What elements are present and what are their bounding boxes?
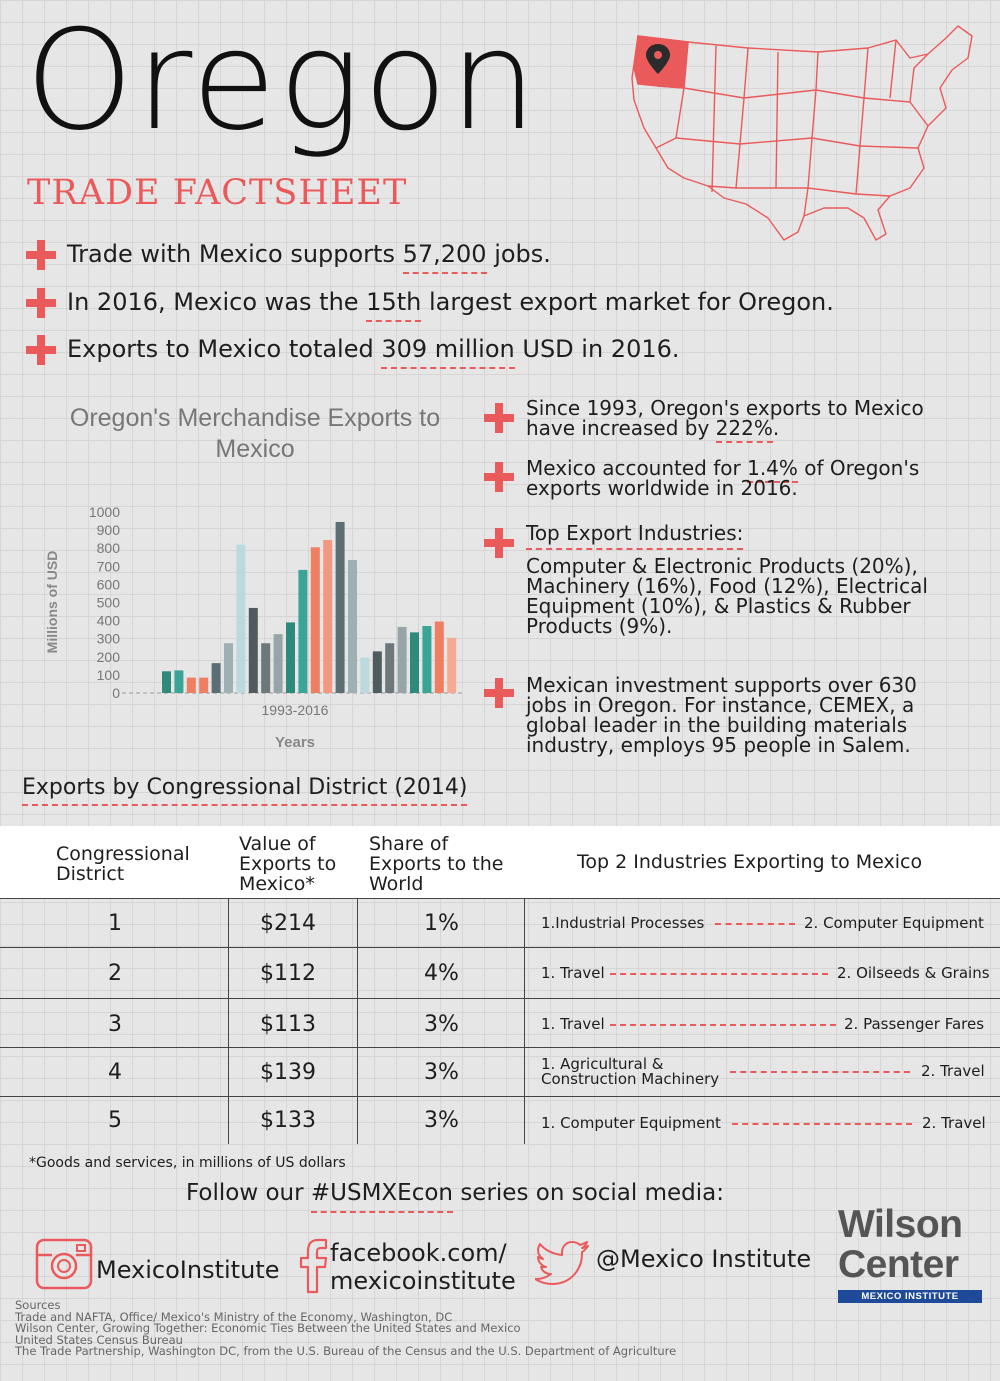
bullet-market-rank: In 2016, Mexico was the 15th largest export market for Oregon. bbox=[67, 288, 834, 316]
chart-title: Oregon's Merchandise Exports to Mexico bbox=[69, 404, 441, 463]
y-axis-label: Millions of USD bbox=[44, 550, 60, 654]
cell-share: 3% bbox=[424, 1108, 459, 1133]
table-row bbox=[0, 899, 1000, 948]
chart-bar bbox=[261, 643, 270, 693]
plus-icon bbox=[26, 335, 56, 365]
fact-growth: Since 1993, Oregon's exports to Mexico have increased by 222%. bbox=[526, 398, 924, 438]
cell-industry-1: 1. Travel bbox=[541, 1015, 605, 1033]
page-subtitle: TRADE FACTSHEET bbox=[27, 173, 408, 213]
facebook-icon[interactable] bbox=[298, 1238, 330, 1294]
dash-connector bbox=[610, 973, 828, 975]
cell-industry-1: 1. Computer Equipment bbox=[541, 1114, 721, 1132]
twitter-handle[interactable]: @Mexico Institute bbox=[596, 1245, 812, 1273]
cell-value: $113 bbox=[260, 1012, 316, 1037]
y-tick-label: 100 bbox=[96, 666, 120, 683]
table-row bbox=[0, 1048, 1000, 1097]
chart-bar bbox=[174, 670, 183, 693]
header-industries: Top 2 Industries Exporting to Mexico bbox=[577, 851, 923, 873]
exports-bar-chart bbox=[40, 500, 480, 760]
chart-bar bbox=[385, 643, 394, 693]
header-share: Share of Exports to the World bbox=[369, 833, 504, 895]
dash-connector bbox=[732, 1123, 912, 1125]
chart-bar bbox=[398, 627, 407, 693]
y-tick-label: 300 bbox=[96, 630, 120, 647]
y-tick-label: 1000 bbox=[88, 504, 120, 520]
y-tick-label: 700 bbox=[96, 558, 120, 575]
chart-bar bbox=[360, 658, 369, 693]
chart-bar bbox=[447, 638, 456, 693]
chart-bar bbox=[410, 632, 419, 693]
x-axis-label: Years bbox=[274, 734, 316, 751]
twitter-icon[interactable] bbox=[535, 1240, 591, 1286]
cell-district: 4 bbox=[108, 1060, 122, 1085]
table-row bbox=[0, 1097, 1000, 1144]
wilson-center-logo: Wilson Center bbox=[838, 1203, 963, 1286]
fact-top-industries-heading: Top Export Industries: bbox=[526, 523, 743, 543]
plus-icon bbox=[484, 462, 514, 492]
table-footnote: *Goods and services, in millions of US dollars bbox=[29, 1155, 346, 1171]
cell-value: $139 bbox=[260, 1060, 316, 1085]
chart-bar bbox=[311, 547, 320, 693]
fact-top-industries: Computer & Electronic Products (20%), Machinery (16%), Food (12%), Electrical Equipment (10%), & Plastics & Rubber Products (9%). bbox=[526, 554, 928, 638]
plus-icon bbox=[26, 240, 56, 270]
x-tick-label: 1993-2016 bbox=[261, 702, 329, 718]
header-value: Value of Exports to Mexico* bbox=[239, 833, 337, 895]
cell-district: 5 bbox=[108, 1108, 122, 1133]
chart-bar bbox=[187, 678, 196, 693]
dash-connector bbox=[730, 1071, 910, 1073]
cell-value: $112 bbox=[260, 961, 316, 986]
sources: Sources Trade and NAFTA, Office/ Mexico's Ministry of the Economy, Washington, DC Wilson Center, Growing Together: Economic Ties Between the United States and Mexico United States Census Bureau The Trade Partnership, Washington DC, from the U.S. Bureau of the Census and the U.S. Department of Agriculture bbox=[15, 1298, 677, 1358]
cell-share: 1% bbox=[424, 911, 459, 936]
chart-bar bbox=[435, 622, 444, 693]
table-row bbox=[0, 948, 1000, 999]
plus-icon bbox=[484, 678, 514, 708]
plus-icon bbox=[26, 288, 56, 318]
y-tick-label: 500 bbox=[96, 594, 120, 611]
cell-district: 2 bbox=[108, 961, 122, 986]
instagram-handle[interactable]: MexicoInstitute bbox=[96, 1256, 280, 1284]
bullet-jobs: Trade with Mexico supports 57,200 jobs. bbox=[67, 240, 551, 268]
fact-share: Mexico accounted for 1.4% of Oregon's exports worldwide in 2016. bbox=[526, 456, 920, 500]
chart-bar bbox=[336, 522, 345, 693]
chart-bar bbox=[162, 671, 171, 693]
chart-bar bbox=[323, 540, 332, 693]
chart-bar bbox=[199, 678, 208, 693]
plus-icon bbox=[484, 528, 514, 558]
page-title: Oregon bbox=[25, 0, 539, 161]
chart-bar bbox=[212, 663, 221, 693]
chart-bar bbox=[236, 545, 245, 693]
chart-bar bbox=[274, 634, 283, 693]
plus-icon bbox=[484, 403, 514, 433]
dash-connector bbox=[610, 1024, 836, 1026]
header-district: Congressional District bbox=[56, 843, 190, 885]
cell-industry-2: 2. Passenger Fares bbox=[844, 1015, 985, 1033]
chart-bar bbox=[224, 643, 233, 693]
cell-industry-2: 2. Travel bbox=[921, 1062, 985, 1080]
y-tick-label: 600 bbox=[96, 576, 120, 593]
chart-bar bbox=[422, 626, 431, 693]
cell-value: $214 bbox=[260, 911, 316, 936]
y-tick-label: 800 bbox=[96, 540, 120, 557]
chart-bar bbox=[286, 622, 295, 693]
cell-value: $133 bbox=[260, 1108, 316, 1133]
mexico-institute-bar: MEXICO INSTITUTE bbox=[838, 1290, 982, 1303]
chart-bar bbox=[348, 560, 357, 693]
us-map bbox=[628, 18, 988, 248]
cell-industry-1: 1. Travel bbox=[541, 964, 605, 982]
cell-share: 3% bbox=[424, 1012, 459, 1037]
facebook-handle[interactable]: facebook.com/ mexicoinstitute bbox=[330, 1239, 516, 1295]
cell-industry-2: 2. Travel bbox=[922, 1114, 986, 1132]
instagram-icon[interactable] bbox=[35, 1238, 93, 1290]
cell-industry-2: 2. Computer Equipment bbox=[804, 914, 984, 932]
bullet-exports-total: Exports to Mexico totaled 309 million USD in 2016. bbox=[67, 335, 680, 363]
chart-bar bbox=[298, 570, 307, 693]
y-tick-label: 400 bbox=[96, 612, 120, 629]
chart-bar bbox=[373, 651, 382, 693]
dash-connector bbox=[715, 923, 795, 925]
chart-bar bbox=[249, 608, 258, 693]
cell-industry-1: 1. Agricultural & Construction Machinery bbox=[541, 1055, 720, 1088]
fact-investment: Mexican investment supports over 630 jobs in Oregon. For instance, CEMEX, a global leader in the building materials industry, employs 95 people in Salem. bbox=[526, 673, 917, 757]
y-tick-label: 200 bbox=[96, 648, 120, 665]
table-row bbox=[0, 999, 1000, 1048]
cell-industry-1: 1.Industrial Processes bbox=[541, 914, 705, 932]
cell-share: 4% bbox=[424, 961, 459, 986]
cell-district: 1 bbox=[108, 911, 122, 936]
cell-share: 3% bbox=[424, 1060, 459, 1085]
district-section-title: Exports by Congressional District (2014) bbox=[22, 775, 467, 800]
cell-district: 3 bbox=[108, 1012, 122, 1037]
y-tick-label: 900 bbox=[96, 522, 120, 539]
y-tick-label: 0 bbox=[112, 685, 120, 701]
follow-heading: Follow our #USMXEcon series on social media: bbox=[186, 1180, 724, 1206]
cell-industry-2: 2. Oilseeds & Grains bbox=[837, 964, 990, 982]
